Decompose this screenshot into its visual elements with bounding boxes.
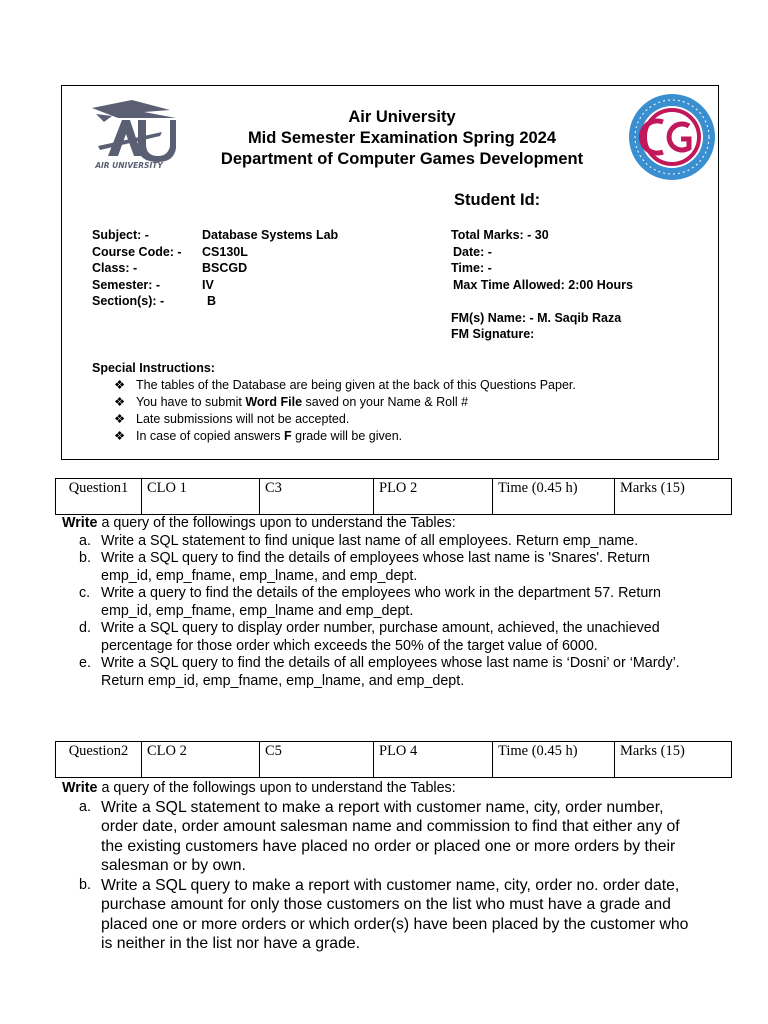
info-semester: Semester: - IV — [92, 277, 214, 292]
course-info-right — [451, 227, 633, 343]
exam-date: Date: - — [453, 244, 492, 259]
info-section: Section(s): - B — [92, 294, 217, 308]
instructions-title: Special Instructions: — [92, 361, 215, 375]
total-marks: Total Marks: - 30 — [451, 228, 549, 242]
question-item: b. Write a SQL query to find the details of employees whose last name is 'Snares'. Return emp_id, emp_fname, emp_lname, and emp_dept. — [79, 550, 651, 584]
marks-cell: Marks (15) — [615, 742, 732, 778]
time-cell: Time (0.45 h) — [493, 742, 615, 778]
fm-signature: FM Signature: — [451, 327, 535, 341]
exam-name: Mid Semester Examination Spring 2024 — [247, 129, 557, 147]
instruction-item: ❖ You have to submit Word File saved on your Name & Roll # — [114, 395, 469, 409]
question1-info-table — [55, 478, 732, 515]
question-number: Question1 — [56, 479, 142, 515]
question-lead: Write a query of the followings upon to understand the Tables: — [62, 780, 456, 796]
info-class: Class: - BSCGD — [92, 261, 248, 275]
question2-body — [62, 780, 702, 954]
diamond-bullet-icon: ❖ — [114, 429, 126, 443]
exam-time: Time: - — [451, 261, 492, 275]
student-id-label: Student Id: — [454, 191, 541, 209]
diamond-bullet-icon: ❖ — [114, 395, 126, 409]
clo-cell: CLO 1 — [142, 479, 260, 515]
instruction-item: ❖ The tables of the Database are being given at the back of this Questions Paper. — [114, 378, 576, 392]
exam-title-block — [192, 107, 612, 170]
cognitive-level-cell: C5 — [260, 742, 374, 778]
question-item: d. Write a SQL query to display order number, purchase amount, achieved, the unachieved percentage for those order which exceeds the 50% of the target value of 6000. — [79, 620, 660, 654]
exam-header-box — [61, 85, 719, 460]
question-item: a. Write a SQL statement to find unique last name of all employees. Return emp_name. — [79, 532, 639, 549]
question-number: Question2 — [56, 742, 142, 778]
question-item: c. Write a query to find the details of the employees who work in the department 57. Return emp_id, emp_fname, emp_lname and emp_dept. — [79, 585, 662, 619]
question2-info-table — [55, 741, 732, 778]
plo-cell: PLO 2 — [374, 479, 493, 515]
instruction-item: ❖ Late submissions will not be accepted. — [114, 412, 350, 426]
question-item: b. Write a SQL query to make a report with customer name, city, order no. order date, purchase amount for only those customers on the list who must have a grade and placed one or more orders or which order(s) have been placed by the customer who is neither in the list nor have a grade. — [79, 876, 689, 952]
logo-caption: AIR UNIVERSITY — [95, 161, 163, 168]
info-subject: Subject: - Database Systems Lab — [92, 228, 339, 242]
university-name: Air University — [348, 108, 456, 126]
air-university-logo — [78, 96, 180, 168]
clo-cell: CLO 2 — [142, 742, 260, 778]
time-cell: Time (0.45 h) — [493, 479, 615, 515]
department-seal — [627, 92, 717, 182]
special-instructions — [92, 360, 576, 445]
question1-body — [62, 515, 702, 690]
fm-name: FM(s) Name: - M. Saqib Raza — [451, 310, 622, 325]
question-lead: Write a query of the followings upon to understand the Tables: — [62, 515, 456, 531]
info-course-code: Course Code: - CS130L — [92, 244, 248, 259]
instruction-item: ❖ In case of copied answers F grade will be given. — [114, 429, 403, 443]
question-item: e. Write a SQL query to find the details of all employees whose last name is ‘Dosni’ or ‘Mardy’. Return emp_id, emp_fname, emp_lname, and emp_dept. — [79, 655, 680, 689]
marks-cell: Marks (15) — [615, 479, 732, 515]
cognitive-level-cell: C3 — [260, 479, 374, 515]
diamond-bullet-icon: ❖ — [114, 378, 126, 392]
department-name: Department of Computer Games Development — [220, 150, 584, 168]
question-item: a. Write a SQL statement to make a report with customer name, city, order number, order date, order amount salesman name and commission to find that either any of the existing customers have placed no order or placed one or more orders by their salesman or by own. — [79, 798, 680, 874]
plo-cell: PLO 4 — [374, 742, 493, 778]
course-info-left — [92, 227, 338, 310]
diamond-bullet-icon: ❖ — [114, 412, 126, 426]
max-time: Max Time Allowed: 2:00 Hours — [453, 277, 633, 292]
